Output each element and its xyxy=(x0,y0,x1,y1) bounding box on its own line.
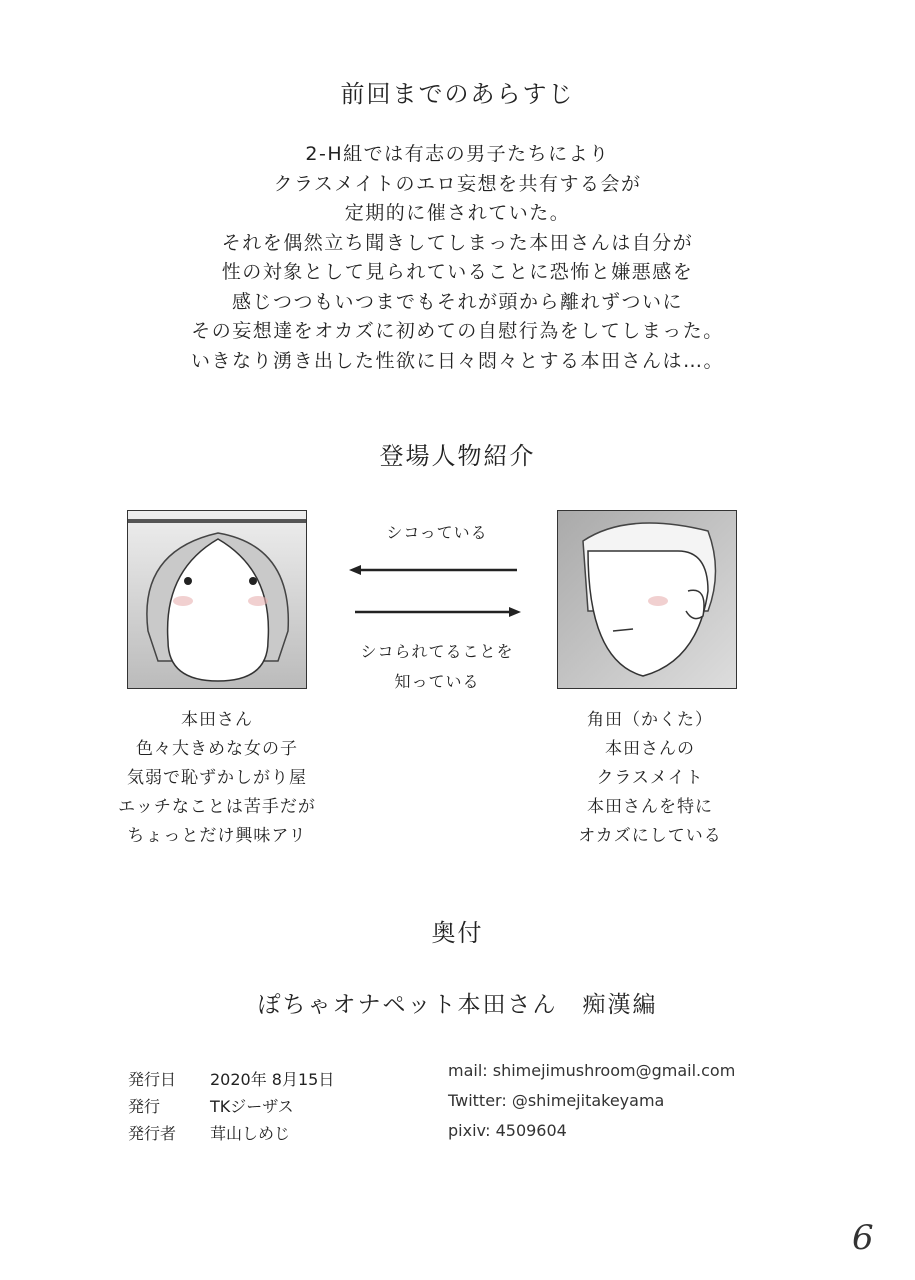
description-line: 色々大きめな女の子 xyxy=(136,739,298,759)
book-title: ぽちゃオナペット本田さん 痴漢編 xyxy=(257,992,658,1018)
synopsis-line: いきなり湧き出した性欲に日々悶々とする本田さんは…。 xyxy=(190,349,724,372)
description-line: 本田さんの xyxy=(605,739,695,759)
page-number: 6 xyxy=(852,1218,874,1258)
colophon-key: 発行 xyxy=(128,1097,161,1116)
relation-bottom-line: 知っている xyxy=(394,672,480,691)
colophon-key: 発行者 xyxy=(128,1124,177,1143)
colophon-key: 発行日 xyxy=(128,1070,177,1089)
characters-heading: 登場人物紹介 xyxy=(379,442,536,470)
arrow-right-icon xyxy=(355,607,521,617)
colophon-value: TKジーザス xyxy=(210,1097,294,1116)
colophon-row xyxy=(128,1093,334,1120)
synopsis-heading: 前回までのあらすじ xyxy=(340,80,575,108)
honda-portrait xyxy=(127,510,307,689)
description-line: エッチなことは苦手だが xyxy=(118,797,316,817)
arrow-left-icon xyxy=(349,565,517,575)
kakuta-name: 角田（かくた） xyxy=(587,710,713,730)
relation-bottom-line: シコられてることを xyxy=(360,642,514,661)
description-line: オカズにしている xyxy=(578,826,722,846)
relation-arrows xyxy=(345,560,525,622)
colophon-row xyxy=(128,1120,334,1147)
synopsis-line: 2-H組では有志の男子たちにより xyxy=(305,143,610,165)
contact-mail: mail: shimejimushroom@gmail.com xyxy=(448,1061,736,1080)
synopsis-line: それを偶然立ち聞きしてしまった本田さんは自分が xyxy=(221,231,694,254)
description-line: 本田さんを特に xyxy=(587,797,713,817)
relation-top-label: シコっている xyxy=(386,523,488,542)
synopsis-line: 定期的に催されていた。 xyxy=(344,202,571,224)
contact-pixiv: pixiv: 4509604 xyxy=(448,1121,567,1140)
colophon-table xyxy=(128,1066,334,1147)
synopsis-line: 性の対象として見られていることに恐怖と嫌悪感を xyxy=(221,261,694,283)
honda-face-illustration xyxy=(128,511,306,688)
description-line: クラスメイト xyxy=(596,768,704,788)
colophon-row xyxy=(128,1066,334,1093)
synopsis-text xyxy=(0,140,915,376)
synopsis-line: その妄想達をオカズに初めての自慰行為をしてしまった。 xyxy=(191,320,724,342)
contact-twitter: Twitter: @shimejitakeyama xyxy=(448,1091,665,1110)
colophon-value: 2020年 8月15日 xyxy=(210,1070,335,1089)
synopsis-line: 感じつつもいつまでもそれが頭から離れずついに xyxy=(231,290,683,313)
honda-description xyxy=(97,706,337,851)
kakuta-portrait xyxy=(557,510,737,689)
kakuta-description xyxy=(530,706,770,851)
kakuta-face-illustration xyxy=(558,511,736,688)
synopsis-line: クラスメイトのエロ妄想を共有する会が xyxy=(273,172,642,195)
contact-list xyxy=(448,1056,735,1146)
relation-bottom-label xyxy=(327,637,547,697)
colophon-value: 茸山しめじ xyxy=(210,1124,291,1143)
description-line: ちょっとだけ興味アリ xyxy=(127,826,307,846)
description-line: 気弱で恥ずかしがり屋 xyxy=(127,768,307,788)
colophon-heading: 奥付 xyxy=(431,919,484,947)
honda-name: 本田さん xyxy=(181,710,253,730)
